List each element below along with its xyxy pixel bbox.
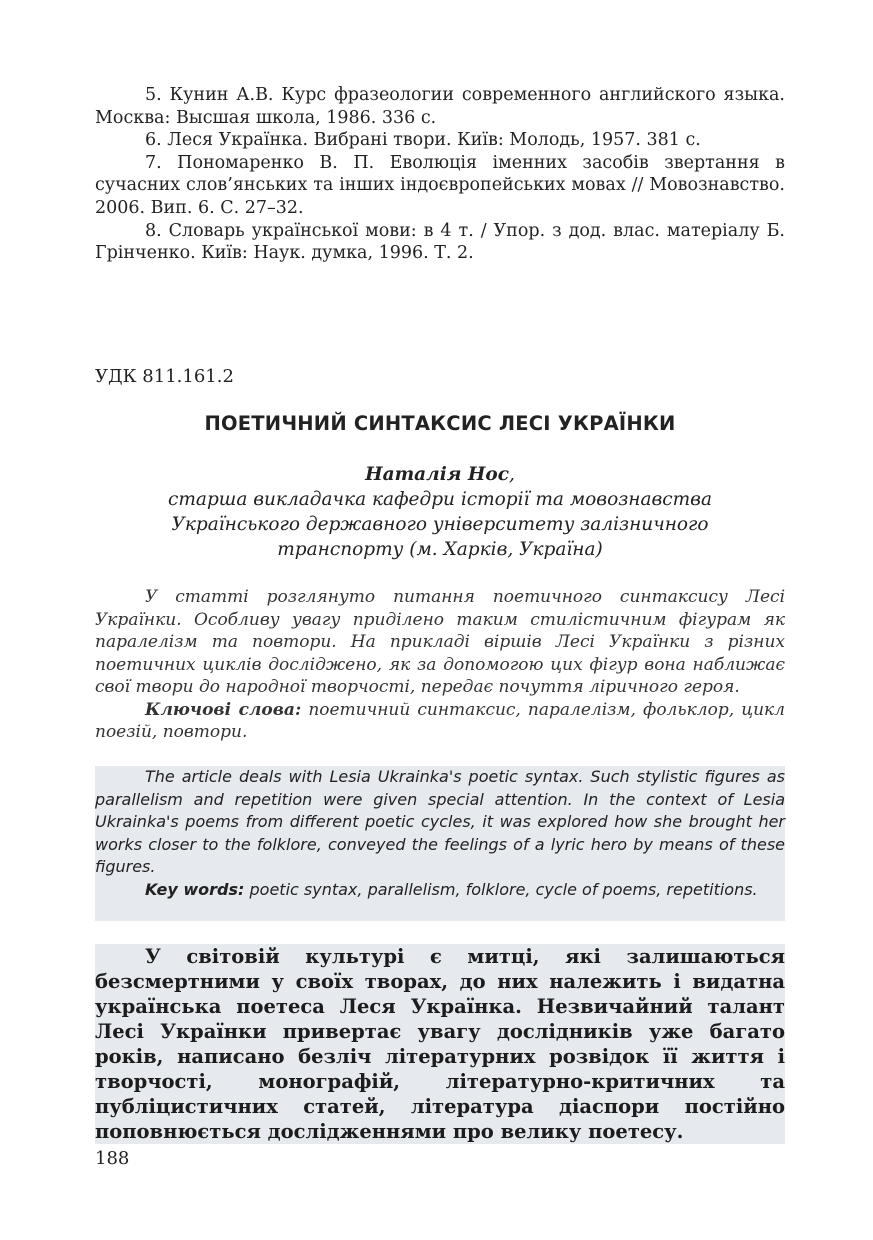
abstract-text: У статті розглянуто питання поетичного синтаксису Лесі Українки. Особливу увагу приділено таким стилістичним фігурам як паралелізм та повтори. На прикладі віршів Лесі Українки з різних поетичних циклів досліджено, як за допомогою цих фігур вона наближає свої твори до народної творчості, передає почуття ліричного героя. [95,587,785,697]
author-affiliation: старша викладачка кафедри історії та мовознавства [168,489,712,510]
keywords-text: poetic syntax, parallelism, folklore, cycle of poems, repetitions. [249,879,758,899]
abstract-english [95,766,785,921]
reference-item: 7. Пономаренко В. П. Еволюція іменних засобів звертання в сучасних слов’янських та інших індоєвропейських мовах // Мовознавство. 2006. Вип. 6. С. 27–32. [95,152,785,218]
author-name: Наталія Нос [365,464,509,485]
author-block: Наталія Нос, старша викладачка кафедри історії та мовознавства Українського державного університету залізничного транспорту (м. Харків, Україна) [95,462,785,562]
abstract-text: The article deals with Lesia Ukrainka's poetic syntax. Such stylistic figures as parallelism and repetition were given special attention. In the context of Lesia Ukrainka's poems from different poetic cycles, it was explored how she brought her works closer to the folklore, conveyed the feelings of a lyric hero by means of these figures. [95,767,785,876]
author-affiliation: транспорту (м. Харків, Україна) [277,539,603,560]
references-list [95,84,785,265]
keywords-line [95,879,785,902]
keywords-label: Key words: [145,879,245,899]
main-text [95,944,785,1144]
udc-code: УДК 811.161.2 [95,366,234,387]
keywords-line [95,699,785,744]
page-number: 188 [95,1148,130,1169]
reference-item: 6. Леся Українка. Вибрані твори. Київ: Молодь, 1957. 381 с. [145,130,701,151]
abstract-ukrainian [95,586,785,744]
keywords-text: поетичний синтаксис, паралелізм, фольклор, цикл поезій, повтори. [95,699,785,742]
reference-item: 8. Словарь української мови: в 4 т. / Упор. з дод. влас. матеріалу Б. Грінченко. Київ: Наук. думка, 1996. Т. 2. [95,220,785,264]
article-title: ПОЕТИЧНИЙ СИНТАКСИС ЛЕСІ УКРАЇНКИ [204,412,676,435]
reference-item: 5. Кунин А.В. Курс фразеологии современного английского языка. Москва: Высшая школа, 1986. 336 с. [95,85,785,128]
keywords-label: Ключові слова: [145,699,302,720]
body-paragraph: У світовій культурі є митці, які залишаються безсмертними у своїх творах, до них належить і видатна українська поетеса Леся Українка. Незвичайний талант Лесі Українки привертає увагу дослідників уже багато років, написано безліч літературних розвідок її життя і творчості, монографій, літературно-критичних та публіцистичних статей, література діаспори постійно поповнюється дослідженнями про велику поетесу. [95,945,785,1143]
author-affiliation: Українського державного університету залізничного [171,514,709,535]
